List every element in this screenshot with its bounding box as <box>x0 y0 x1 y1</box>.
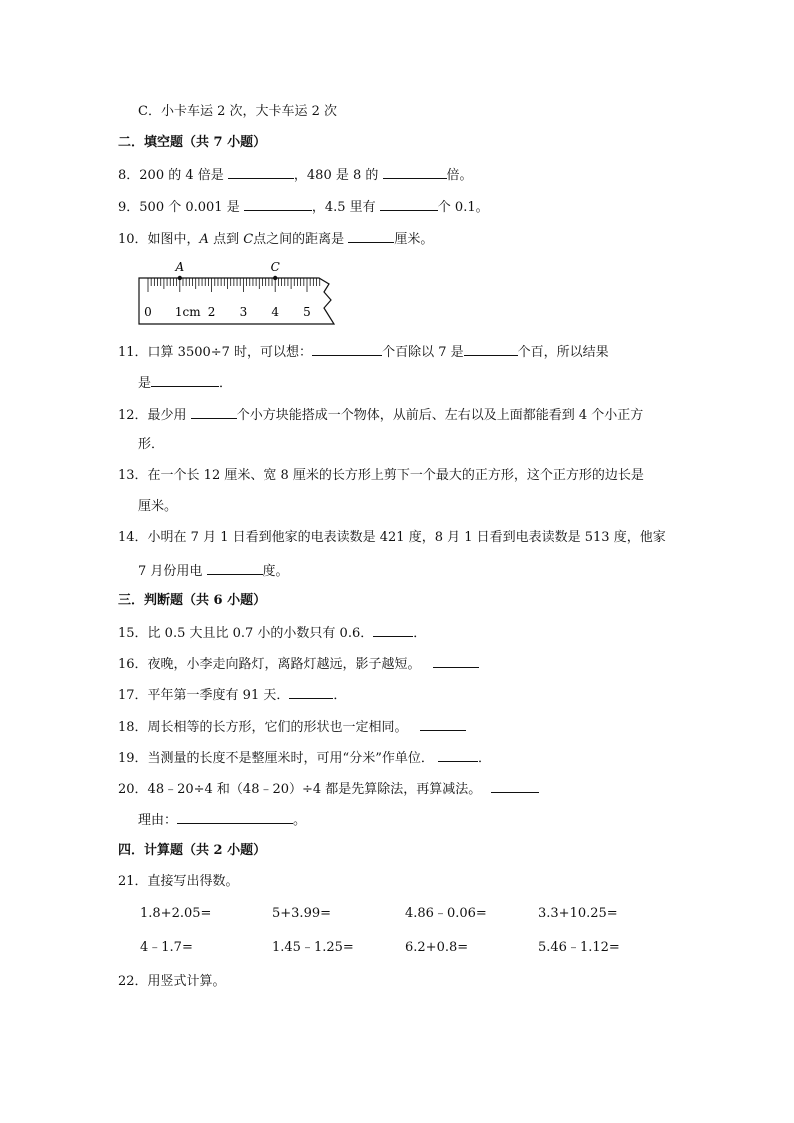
q10-blank[interactable] <box>348 230 394 243</box>
ruler-figure <box>130 256 350 328</box>
q19-text-a: 19．当测量的长度不是整厘米时，可用“分米”作单位． <box>118 751 434 766</box>
ruler-tick-labels <box>144 305 311 319</box>
q10-unit: 厘米。 <box>394 232 434 247</box>
q17-blank[interactable] <box>289 686 333 699</box>
q18-text-a: 18．周长相等的长方形，它们的形状也一定相同。 <box>118 720 408 735</box>
q15-text-a: 15．比 0.5 大且比 0.7 小的小数只有 0.6． <box>118 626 374 641</box>
q10-rest: 点之间的距离是 <box>253 232 345 247</box>
q9-text-a: 9．500 个 0.001 是 <box>118 200 240 215</box>
section-judgement-heading: 三．判断题（共 6 小题） <box>118 593 267 608</box>
q18-blank[interactable] <box>420 718 466 731</box>
section-fill-blank-heading: 二．填空题（共 7 小题） <box>118 135 267 150</box>
question-16 <box>118 655 479 673</box>
q9-blank-1[interactable] <box>244 198 312 211</box>
q12-blank[interactable] <box>191 406 237 419</box>
point-a-marker <box>178 276 182 280</box>
q10-num: 10．如图中， <box>118 232 200 247</box>
q11-text-e: ． <box>219 376 233 391</box>
q21-r1-c4: 3.3+10.25= <box>538 906 618 921</box>
point-c-label: C <box>270 260 280 274</box>
q16-blank[interactable] <box>433 655 479 668</box>
q8-text-c: 倍。 <box>446 168 473 183</box>
q8-text-b: ，480 是 8 的 <box>293 168 379 183</box>
q10-mid: 点到 <box>208 232 244 247</box>
ruler-tick-label: 2 <box>207 305 216 319</box>
question-18 <box>118 718 466 736</box>
q19-text-b: ． <box>477 751 491 766</box>
q20-reason-blank[interactable] <box>177 811 293 824</box>
q12-text-c: 形． <box>138 437 165 452</box>
q9-blank-2[interactable] <box>380 198 438 211</box>
q21-r1-c3: 4.86﹣0.06= <box>405 906 487 921</box>
q21-r1-c2: 5+3.99= <box>272 906 332 921</box>
q11-text-c: 个百，所以结果 <box>517 345 609 360</box>
q9-text-c: 个 0.1。 <box>437 200 489 215</box>
q21-title: 21．直接写出得数。 <box>118 874 239 889</box>
question-20-reason <box>138 811 306 829</box>
q21-r1-c1: 1.8+2.05= <box>140 906 212 921</box>
ruler-tick-label: 0 <box>144 305 152 319</box>
q20-blank[interactable] <box>491 780 539 793</box>
question-8 <box>118 166 473 184</box>
question-11-cont <box>138 374 232 392</box>
point-a-label: A <box>175 260 185 274</box>
q19-blank[interactable] <box>438 749 478 762</box>
q15-blank[interactable] <box>373 624 413 637</box>
q20-text-b: 理由： <box>138 813 178 828</box>
question-15 <box>118 624 426 642</box>
q11-blank-1[interactable] <box>312 343 382 356</box>
q11-blank-2[interactable] <box>464 343 518 356</box>
question-14-cont <box>138 562 289 580</box>
q16-text-a: 16．夜晚，小李走向路灯，离路灯越远，影子越短。 <box>118 657 421 672</box>
q12-text-b: 个小方块能搭成一个物体，从前后、左右以及上面都能看到 4 个小正方 <box>236 408 644 423</box>
question-12 <box>118 406 643 424</box>
option-c: C．小卡车运 2 次，大卡车运 2 次 <box>138 104 338 119</box>
q21-r2-c4: 5.46﹣1.12= <box>538 940 620 955</box>
point-c-marker <box>273 276 277 280</box>
q10-point-c: C <box>243 232 254 247</box>
q8-text-a: 8．200 的 4 倍是 <box>118 168 224 183</box>
q14-text-c: 度。 <box>262 564 289 579</box>
q21-r2-c1: 4﹣1.7= <box>140 940 193 955</box>
q8-blank-2[interactable] <box>383 166 447 179</box>
q13-text-b: 厘米。 <box>138 499 178 514</box>
q17-text-a: 17．平年第一季度有 91 天． <box>118 688 290 703</box>
ruler-tick-label: 5 <box>303 305 311 319</box>
question-10 <box>118 230 433 248</box>
ruler-tick-label: 3 <box>239 305 248 319</box>
q11-blank-3[interactable] <box>151 374 219 387</box>
q9-text-b: ，4.5 里有 <box>311 200 376 215</box>
question-11 <box>118 343 609 361</box>
q14-text-b: 7 月份用电 <box>138 564 203 579</box>
q20-text-a: 20．48﹣20÷4 和（48﹣20）÷4 都是先算除法，再算减法。 <box>118 782 482 797</box>
question-19 <box>118 749 491 767</box>
q21-r2-c2: 1.45﹣1.25= <box>272 940 354 955</box>
q12-text-a: 12．最少用 <box>118 408 187 423</box>
q11-text-d: 是 <box>138 376 152 391</box>
ruler-tick-label: 1cm <box>174 305 201 319</box>
question-9 <box>118 198 489 216</box>
section-calculation-heading: 四．计算题（共 2 小题） <box>118 843 267 858</box>
q11-text-a: 11．口算 3500÷7 时，可以想： <box>118 345 313 360</box>
ruler-tick-label: 4 <box>271 305 280 319</box>
q17-text-b: ． <box>333 688 347 703</box>
question-17 <box>118 686 346 704</box>
q15-text-b: ． <box>413 626 427 641</box>
q10-point-a: A <box>199 232 209 247</box>
q20-text-c: 。 <box>293 813 307 828</box>
q13-text-a: 13．在一个长 12 厘米、宽 8 厘米的长方形上剪下一个最大的正方形，这个正方形的边长是 <box>118 468 644 483</box>
ruler-ticks <box>148 278 320 292</box>
q11-text-b: 个百除以 7 是 <box>382 345 464 360</box>
q14-text-a: 14．小明在 7 月 1 日看到他家的电表读数是 421 度，8 月 1 日看到电表读数是 513 度，他家 <box>118 530 666 545</box>
q21-r2-c3: 6.2+0.8= <box>405 940 469 955</box>
q8-blank-1[interactable] <box>228 166 294 179</box>
q22-title: 22．用竖式计算。 <box>118 974 226 989</box>
q14-blank[interactable] <box>207 562 263 575</box>
question-20 <box>118 780 539 798</box>
